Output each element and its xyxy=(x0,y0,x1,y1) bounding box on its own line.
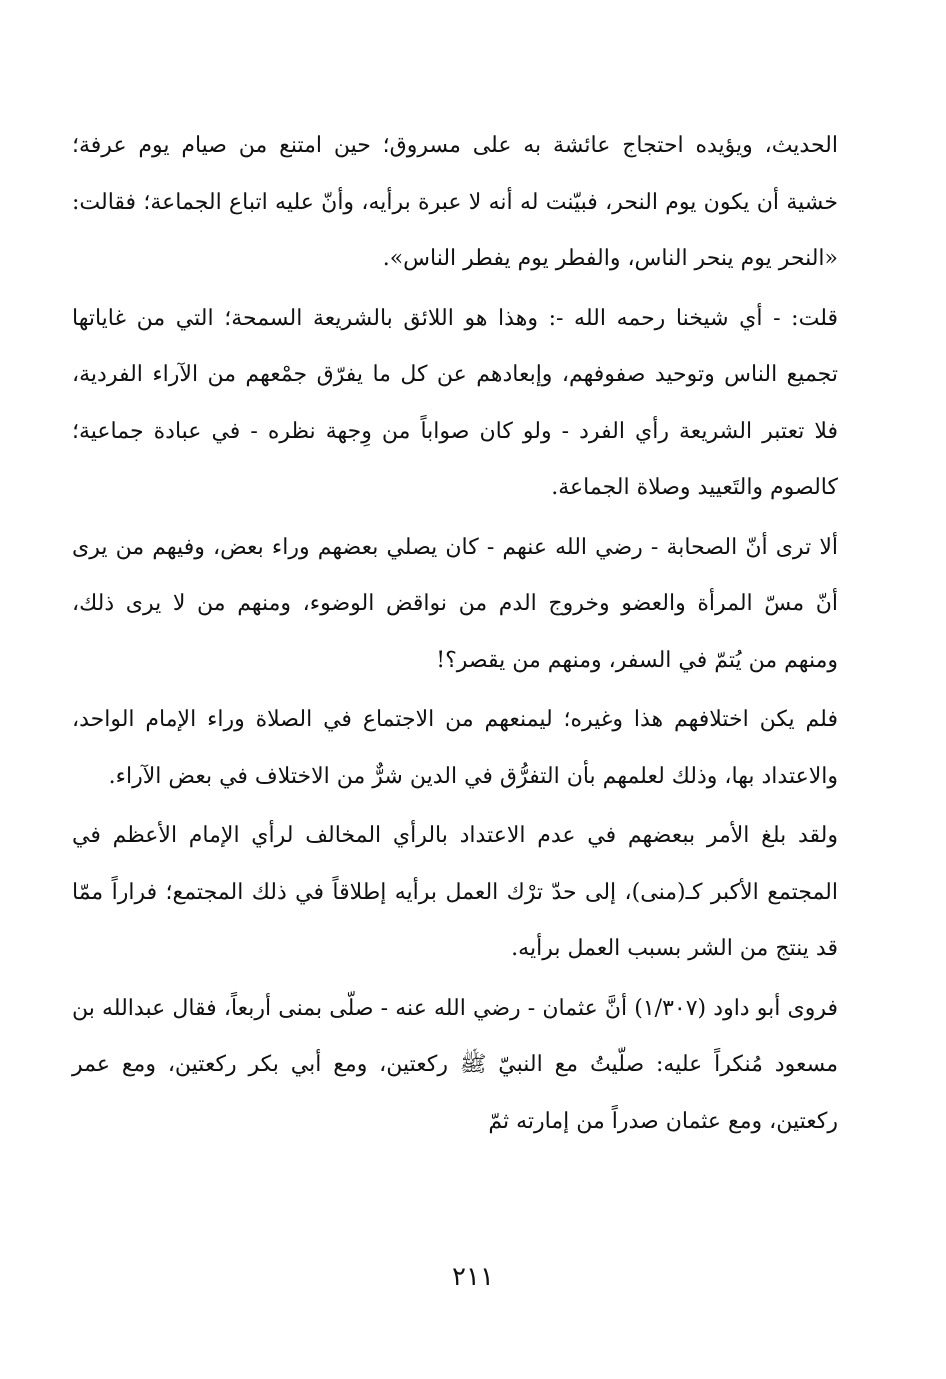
paragraph-5: ولقد بلغ الأمر ببعضهم في عدم الاعتداد بالرأي المخالف لرأي الإمام الأعظم في المجتمع الأكبر كـ(منى)، إلى حدّ ترْك العمل برأيه إطلاقاً في ذلك المجتمع؛ فراراً ممّا قد ينتج من الشر بسبب العمل برأيه. xyxy=(72,823,838,961)
paragraph-6: فروى أبو داود (١/٣٠٧) أنَّ عثمان - رضي الله عنه - صلّى بمنى أربعاً، فقال عبدالله بن مسعود مُنكراً عليه: صلّيتُ مع النبيّ ﷺ ركعتين، ومع أبي بكر ركعتين، ومع عمر ركعتين، ومع عثمان صدراً من إمارته ثمّ xyxy=(72,995,838,1134)
paragraph-1: الحديث، ويؤيده احتجاج عائشة به على مسروق؛ حين امتنع من صيام يوم عرفة؛ خشية أن يكون يوم النحر، فبيّنت له أنه لا عبرة برأيه، وأنّ عليه اتباع الجماعة؛ فقالت: «النحر يوم ينحر الناس، والفطر يوم يفطر الناس». xyxy=(72,133,838,271)
paragraph-2: قلت: - أي شيخنا رحمه الله -: وهذا هو اللائق بالشريعة السمحة؛ التي من غاياتها تجميع الناس وتوحيد صفوفهم، وإبعادهم عن كل ما يفرّق جمْعهم من الآراء الفردية، فلا تعتبر الشريعة رأي الفرد - ولو كان صواباً من وِجهة نظره - في عبادة جماعية؛ كالصوم والتَعييد وصلاة الجماعة. xyxy=(72,305,838,500)
page-number: ٢١١ xyxy=(452,1262,494,1292)
paragraph-4: فلم يكن اختلافهم هذا وغيره؛ ليمنعهم من الاجتماع في الصلاة وراء الإمام الواحد، والاعتداد بها، وذلك لعلمهم بأن التفرُّق في الدين شرٌّ من الاختلاف في بعض الآراء. xyxy=(72,707,838,789)
page-body-text xyxy=(72,118,838,1150)
paragraph-3: ألا ترى أنّ الصحابة - رضي الله عنهم - كان يصلي بعضهم وراء بعض، وفيهم من يرى أنّ مسّ المرأة والعضو وخروج الدم من نواقض الوضوء، ومنهم من لا يرى ذلك، ومنهم من يُتمّ في السفر، ومنهم من يقصر؟! xyxy=(72,534,838,673)
